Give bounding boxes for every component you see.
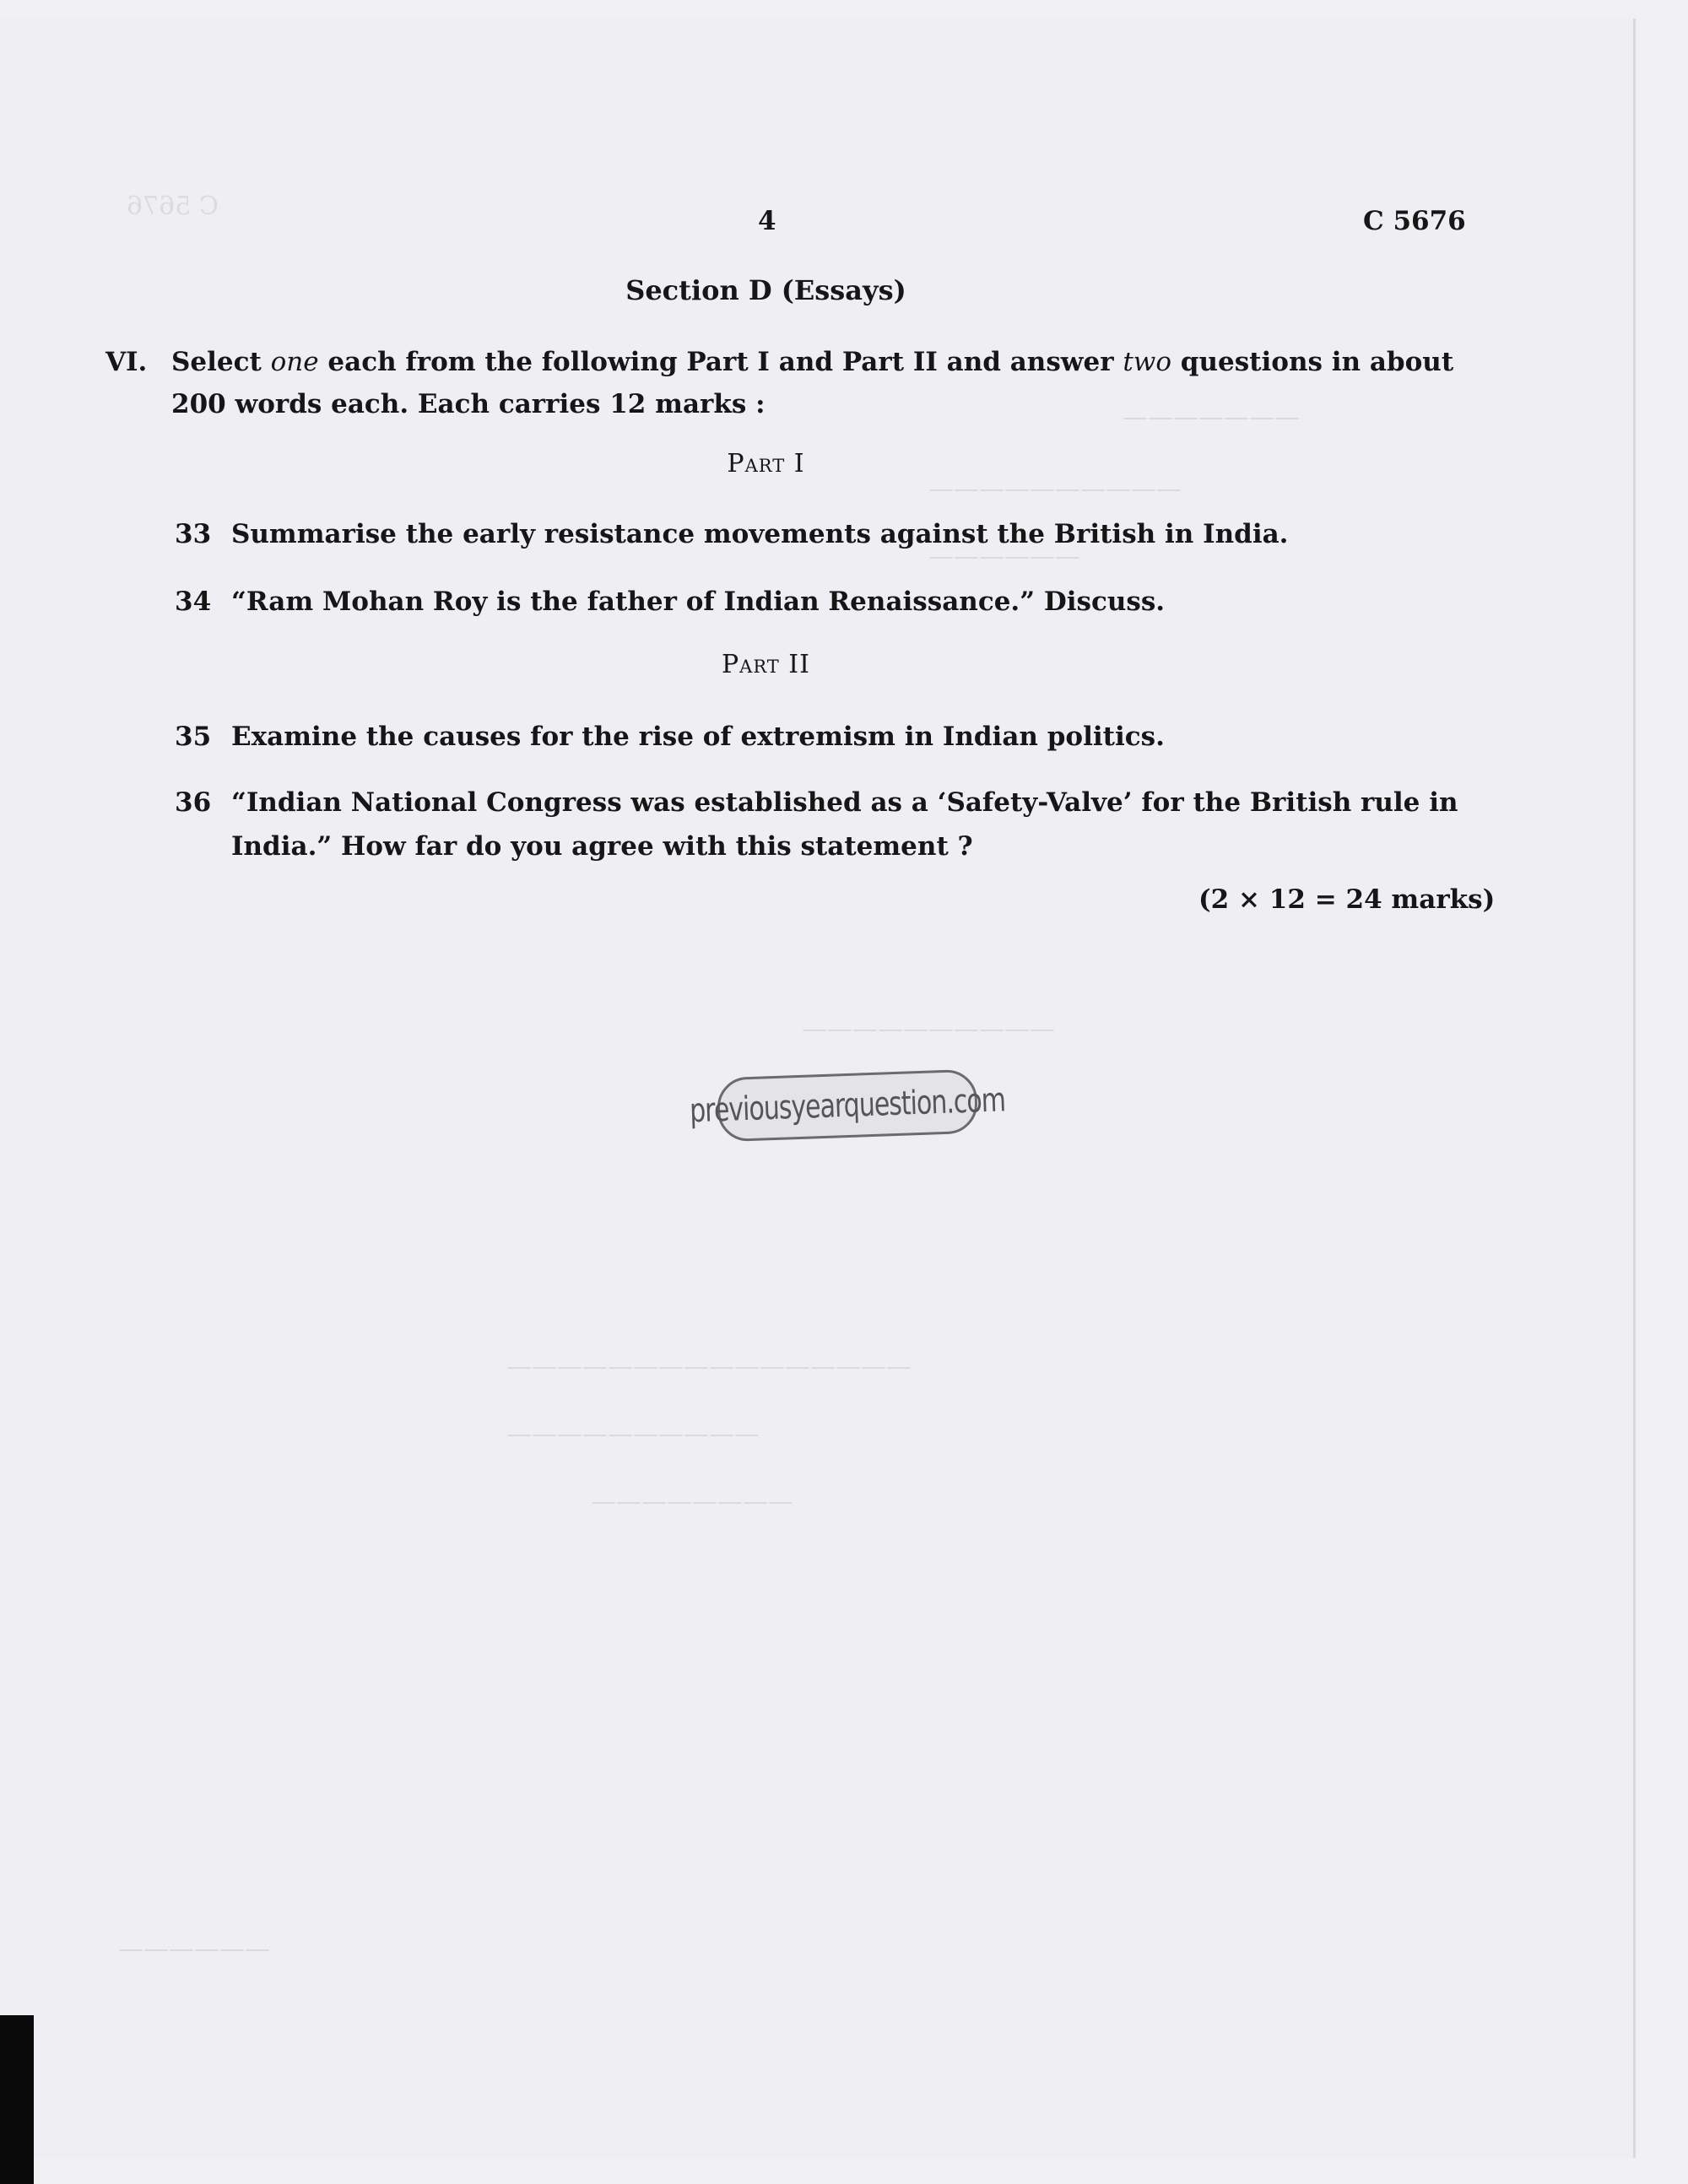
question-number: 35 (175, 722, 212, 752)
part-label-1: Part I (727, 449, 805, 478)
part-label-2: Part II (721, 650, 811, 679)
watermark-text: previousyearquestion.com (689, 1080, 1006, 1131)
bleed-through-text: —————————— (506, 1419, 760, 1449)
bleed-through-text: —————— (928, 542, 1080, 571)
bleed-through-text: —————————— (928, 474, 1182, 504)
scan-edge-shadow (0, 2015, 34, 2184)
instruction (106, 341, 1464, 425)
bleed-through-text: ———————— (591, 1487, 793, 1516)
question-text: Examine the causes for the rise of extremism in Indian politics. (231, 722, 1165, 752)
page-number: 4 (758, 206, 776, 236)
question-number: 34 (175, 587, 212, 617)
instruction-text: Select one each from the following Part I and Part II and answer two questions in about 200 words each. Each carries 12 marks : (171, 347, 1454, 419)
question-text: “Ram Mohan Roy is the father of Indian Renaissance.” Discuss. (231, 587, 1166, 617)
marks-total: (2 × 12 = 24 marks) (1198, 884, 1496, 915)
bleed-through-text: —————— (118, 1934, 270, 1964)
question-number: 36 (175, 787, 212, 818)
question-text: Summarise the early resistance movements against the British in India. (231, 519, 1289, 549)
bleed-through-text: C 5676 (127, 192, 219, 221)
bleed-through-text: ——————— (1123, 403, 1300, 432)
question-number: 33 (175, 519, 212, 549)
exam-page (0, 19, 1636, 2158)
instruction-number: VI. (106, 347, 148, 377)
paper-code: C 5676 (1363, 206, 1466, 236)
bleed-through-text: ———————————————— (506, 1352, 912, 1381)
bleed-through-text: —————————— (802, 1014, 1055, 1044)
question-33 (175, 512, 1474, 556)
question-35 (175, 715, 1474, 759)
section-title: Section D (Essays) (625, 274, 906, 306)
question-36 (175, 781, 1474, 868)
watermark-logo (689, 1069, 1006, 1143)
question-34 (175, 580, 1474, 624)
question-text: “Indian National Congress was established as a ‘Safety-Valve’ for the British rule in India.” How far do you agree with this statement ? (231, 787, 1458, 862)
